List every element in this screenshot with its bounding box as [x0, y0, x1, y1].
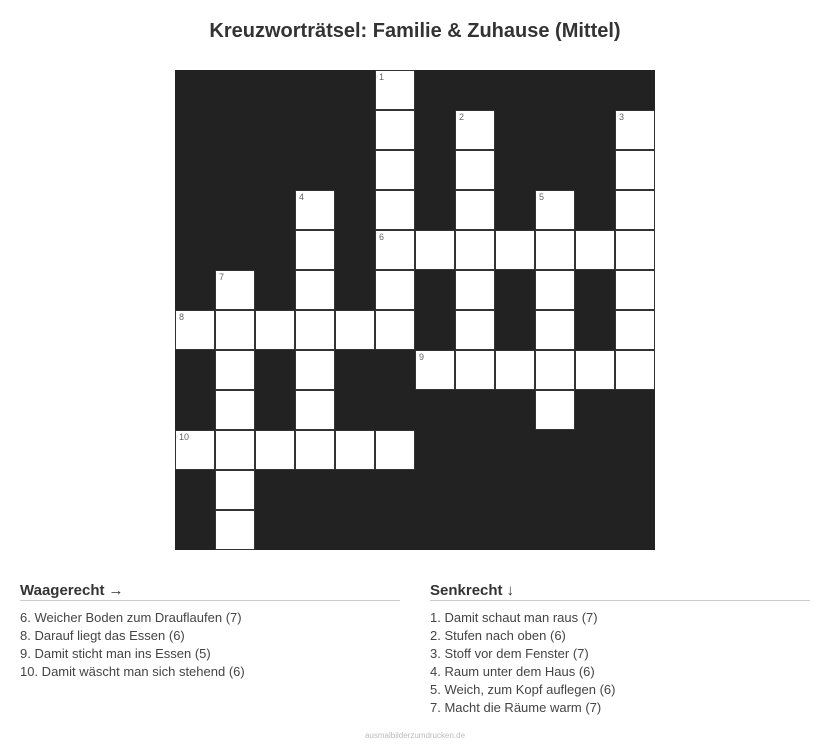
grid-cell[interactable] [535, 390, 575, 430]
clue-number: 2 [459, 112, 465, 122]
clue-number: 1 [379, 72, 385, 82]
grid-cell[interactable] [295, 190, 335, 230]
grid-cell[interactable] [615, 150, 655, 190]
down-clues-panel [430, 582, 810, 717]
across-clue: 8. Darauf liegt das Essen (6) [20, 628, 185, 643]
grid-cell[interactable] [615, 110, 655, 150]
grid-cell[interactable] [335, 310, 375, 350]
grid-cell[interactable] [215, 270, 255, 310]
grid-cell[interactable] [215, 390, 255, 430]
across-clue: 6. Weicher Boden zum Drauflaufen (7) [20, 610, 242, 625]
down-clue: 2. Stufen nach oben (6) [430, 628, 566, 643]
grid-cell[interactable] [455, 350, 495, 390]
grid-cell[interactable] [495, 230, 535, 270]
grid-cell[interactable] [215, 510, 255, 550]
grid-cell[interactable] [375, 150, 415, 190]
grid-cell[interactable] [495, 350, 535, 390]
grid-cell[interactable] [295, 310, 335, 350]
footer-watermark: ausmalbilderzumdrucken.de [364, 731, 466, 740]
down-clue: 5. Weich, zum Kopf auflegen (6) [430, 682, 616, 697]
down-clue-list [430, 609, 810, 717]
clue-number: 5 [539, 192, 545, 202]
across-heading [20, 582, 400, 601]
grid-cell[interactable] [615, 310, 655, 350]
grid-cell[interactable] [215, 350, 255, 390]
down-clue: 1. Damit schaut man raus (7) [430, 610, 598, 625]
grid-cell[interactable] [175, 430, 215, 470]
grid-cell[interactable] [615, 190, 655, 230]
grid-cell[interactable] [375, 270, 415, 310]
puzzle-title: Kreuzworträtsel: Familie & Zuhause (Mittel) [209, 20, 621, 42]
down-arrow-icon: ↓ [506, 582, 515, 599]
grid-cell[interactable] [215, 430, 255, 470]
grid-cell[interactable] [335, 430, 375, 470]
across-clue: 10. Damit wäscht man sich stehend (6) [20, 664, 245, 679]
grid-cell[interactable] [455, 190, 495, 230]
grid-cell[interactable] [615, 350, 655, 390]
crossword-grid [175, 70, 655, 550]
grid-cell[interactable] [375, 190, 415, 230]
grid-cell[interactable] [375, 430, 415, 470]
clue-number: 9 [419, 352, 425, 362]
grid-cell[interactable] [455, 270, 495, 310]
grid-cell[interactable] [415, 230, 455, 270]
grid-cell[interactable] [615, 230, 655, 270]
grid-cell[interactable] [415, 350, 455, 390]
grid-cell[interactable] [295, 390, 335, 430]
grid-cell[interactable] [575, 350, 615, 390]
clue-number: 6 [379, 232, 385, 242]
down-clue: 7. Macht die Räume warm (7) [430, 700, 602, 715]
across-clue: 9. Damit sticht man ins Essen (5) [20, 646, 211, 661]
grid-cell[interactable] [535, 230, 575, 270]
grid-cell[interactable] [535, 270, 575, 310]
grid-cell[interactable] [455, 310, 495, 350]
clue-number: 7 [219, 272, 225, 282]
right-arrow-icon: → [108, 582, 124, 599]
grid-cell[interactable] [295, 350, 335, 390]
clue-number: 10 [179, 432, 190, 442]
clue-number: 4 [299, 192, 305, 202]
grid-cell[interactable] [455, 150, 495, 190]
grid-cell[interactable] [255, 430, 295, 470]
grid-cell[interactable] [255, 310, 295, 350]
across-clues-panel [20, 582, 400, 681]
grid-cell[interactable] [175, 310, 215, 350]
grid-cell[interactable] [375, 110, 415, 150]
grid-cell[interactable] [455, 110, 495, 150]
grid-cell[interactable] [535, 310, 575, 350]
across-clue-list [20, 609, 400, 681]
grid-cell[interactable] [535, 350, 575, 390]
down-clue: 3. Stoff vor dem Fenster (7) [430, 646, 589, 661]
grid-cell[interactable] [615, 270, 655, 310]
grid-cell[interactable] [295, 430, 335, 470]
grid-cell[interactable] [215, 310, 255, 350]
grid-cell[interactable] [295, 230, 335, 270]
clue-number: 3 [619, 112, 625, 122]
down-clue: 4. Raum unter dem Haus (6) [430, 664, 595, 679]
grid-cell[interactable] [375, 230, 415, 270]
grid-cell[interactable] [375, 70, 415, 110]
grid-cell[interactable] [535, 190, 575, 230]
grid-cell[interactable] [455, 230, 495, 270]
clue-number: 8 [179, 312, 185, 322]
grid-cell[interactable] [215, 470, 255, 510]
down-heading-label: Senkrecht [430, 582, 503, 599]
across-heading-label: Waagerecht [20, 582, 105, 599]
down-heading [430, 582, 810, 601]
grid-cell[interactable] [575, 230, 615, 270]
grid-cell[interactable] [375, 310, 415, 350]
grid-cell[interactable] [295, 270, 335, 310]
